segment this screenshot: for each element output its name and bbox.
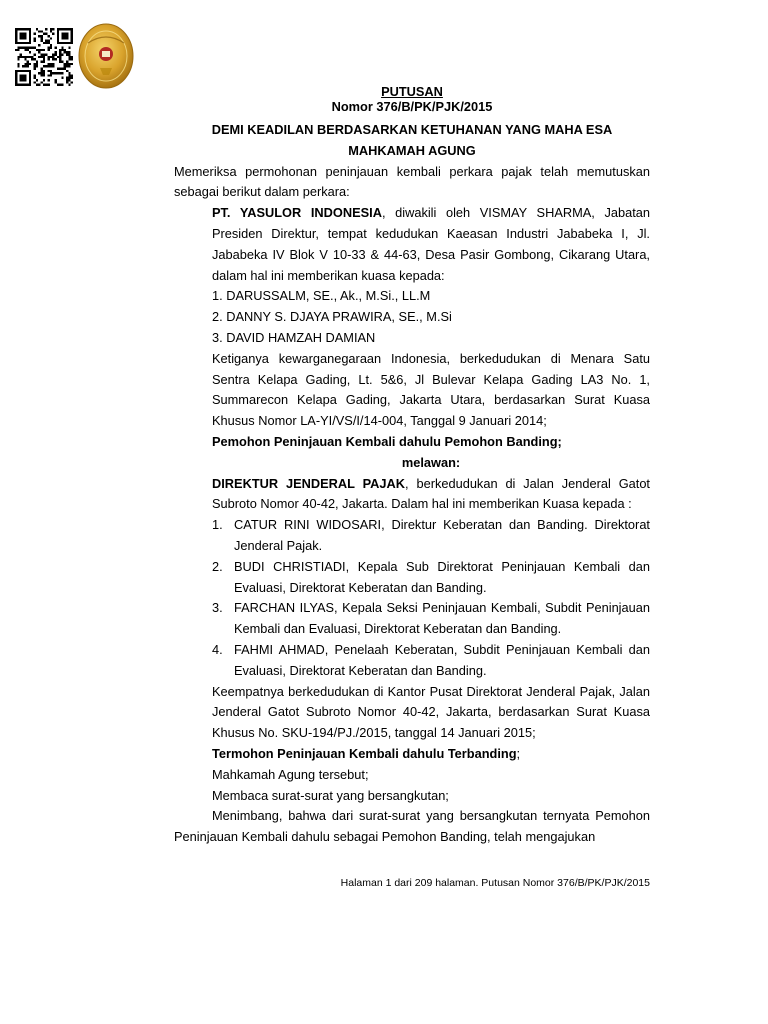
termohon-name: DIREKTUR JENDERAL PAJAK — [212, 475, 406, 491]
intro-paragraph: Memeriksa permohonan peninjauan kembali perkara pajak telah memutuskan sebagai berikut dalam perkara: — [174, 163, 650, 200]
pemohon-role: Pemohon Peninjauan Kembali dahulu Pemohon Banding; — [212, 433, 562, 449]
termohon-description: , berkedudukan di Jalan Jenderal Gatot Subroto Nomor 40-42, Jakarta. Dalam hal ini memberikan Kuasa kepada : — [212, 475, 650, 512]
list-item: 3. FARCHAN ILYAS, Kepala Seksi Peninjauan Kembali, Subdit Peninjauan Kembali dan Evaluasi, Direktorat Keberatan dan Banding. — [212, 600, 650, 637]
pemohon-paragraph — [212, 203, 650, 286]
termohon-kuasa-list — [212, 515, 650, 681]
termohon-paragraph — [212, 474, 650, 516]
termohon-domisili: Keempatnya berkedudukan di Kantor Pusat Direktorat Jenderal Pajak, Jalan Jenderal Gatot Subroto Nomor 40-42, Jakarta, berdasarkan Surat Kuasa Khusus No. SKU-194/PJ./2015, tanggal 14 Januari 2015; — [212, 683, 650, 741]
page-footer: Halaman 1 dari 209 halaman. Putusan Nomor 376/B/PK/PJK/2015 — [340, 877, 650, 889]
demi-keadilan-heading: DEMI KEADILAN BERDASARKAN KETUHANAN YANG MAHA ESA — [211, 122, 613, 137]
termohon-role: Termohon Peninjauan Kembali dahulu Terbanding; — [212, 745, 521, 761]
pemohon-description: , diwakili oleh VISMAY SHARMA, Jabatan Presiden Direktur, tempat kedudukan Kaeasan Industri Jababeka I, Jl. Jababeka IV Blok V 10-33 & 44-63, Desa Pasir Gombong, Cikarang Utara, dalam hal ini memberikan kuasa kepada: — [212, 205, 650, 283]
list-item: 2. DANNY S. DJAYA PRAWIRA, SE., M.Si — [212, 309, 452, 325]
melawan-label: melawan: — [401, 454, 461, 470]
pemohon-kuasa-list — [212, 286, 650, 348]
pemohon-domisili: Ketiganya kewarganegaraan Indonesia, berkedudukan di Menara Satu Sentra Kelapa Gading, Lt. 5&6, Jl Bulevar Kelapa Gading LA3 No. 1, Summarecon Kelapa Gading, Jakarta Utara, berdasarkan Surat Kuasa Khusus Nomor LA-YI/VS/I/14-004, Tanggal 9 Januari 2014; — [212, 350, 650, 429]
list-item: 1. CATUR RINI WIDOSARI, Direktur Keberatan dan Banding. Direktorat Jenderal Pajak. — [212, 517, 650, 553]
body-line-membaca: Membaca surat-surat yang bersangkutan; — [212, 787, 449, 803]
body-line-mahkamah: Mahkamah Agung tersebut; — [212, 766, 369, 782]
document-body — [174, 84, 650, 848]
body-line-menimbang: Menimbang, bahwa dari surat-surat yang bersangkutan ternyata Pemohon Peninjauan Kembali dahulu sebagai Pemohon Banding, telah mengajukan — [174, 808, 650, 845]
list-item: 4. FAHMI AHMAD, Penelaah Keberatan, Subdit Peninjauan Kembali dan Evaluasi, Direktorat Keberatan dan Banding. — [212, 641, 650, 678]
document-title: PUTUSAN — [381, 84, 443, 99]
court-heading: MAHKAMAH AGUNG — [348, 142, 476, 158]
document-number: Nomor 376/B/PK/PJK/2015 — [331, 99, 493, 114]
qr-code-icon — [15, 28, 73, 86]
mahkamah-agung-emblem-icon — [78, 23, 134, 89]
list-item: 1. DARUSSALM, SE., Ak., M.Si., LL.M — [212, 288, 431, 304]
list-item: 2. BUDI CHRISTIADI, Kepala Sub Direktorat Peninjauan Kembali dan Evaluasi, Direktorat Keberatan dan Banding. — [212, 558, 650, 595]
pemohon-name: PT. YASULOR INDONESIA — [212, 205, 382, 221]
list-item: 3. DAVID HAMZAH DAMIAN — [212, 329, 376, 345]
